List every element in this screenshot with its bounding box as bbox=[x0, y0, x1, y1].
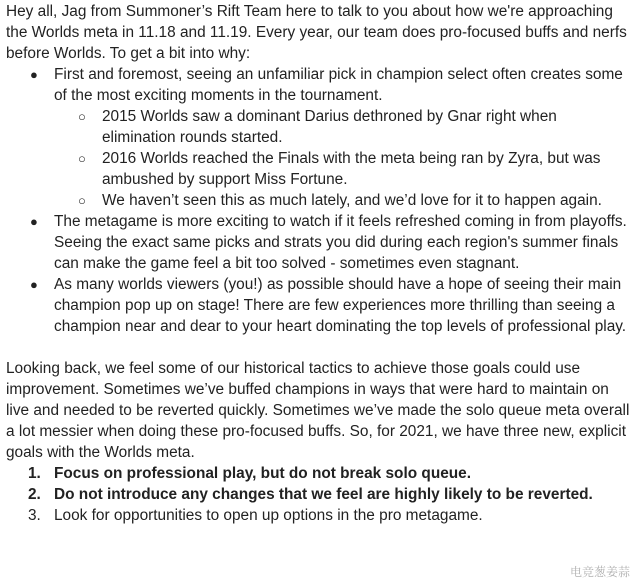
document-body bbox=[6, 1, 632, 526]
list-number: 3. bbox=[28, 507, 41, 524]
list-item-text: Focus on professional play, but do not break solo queue. bbox=[54, 465, 472, 482]
list-item-text: As many worlds viewers (you!) as possible should have a hope of seeing their main champion pop up on stage! There are few experiences more thrilling than seeing a champion near and dear to your heart dominating the top levels of professional play. bbox=[54, 276, 627, 335]
list-item bbox=[6, 463, 632, 484]
list-item-text: Do not introduce any changes that we feel are highly likely to be reverted. bbox=[54, 486, 593, 503]
list-item-text: First and foremost, seeing an unfamiliar pick in champion select often creates some of the most exciting moments in the tournament. bbox=[54, 66, 623, 104]
list-item-text: Look for opportunities to open up options in the pro metagame. bbox=[54, 507, 483, 524]
looking-back-paragraph: Looking back, we feel some of our historical tactics to achieve those goals could use improvement. Sometimes we’ve buffed champions in ways that were hard to maintain on live and needed to be reverted quickly. Sometimes we’ve made the solo queue meta overall a lot messier when doing these pro-focused buffs. So, for 2021, we have three new, explicit goals with the Worlds meta. bbox=[6, 360, 630, 461]
list-item bbox=[6, 274, 632, 337]
list-item-text: We haven’t seen this as much lately, and we’d love for it to happen again. bbox=[102, 192, 602, 209]
hollow-bullet-icon: ○ bbox=[78, 193, 86, 208]
hollow-bullet-icon: ○ bbox=[78, 109, 86, 124]
reasons-list bbox=[6, 64, 632, 337]
intro-paragraph: Hey all, Jag from Summoner’s Rift Team here to talk to you about how we're approaching the Worlds meta in 11.18 and 11.19. Every year, our team does pro-focused buffs and nerfs before Worlds. To get a bit into why: bbox=[6, 3, 627, 62]
list-item-text: 2015 Worlds saw a dominant Darius dethroned by Gnar right when elimination rounds started. bbox=[102, 108, 557, 146]
examples-list bbox=[54, 106, 632, 211]
list-number: 1. bbox=[28, 465, 41, 482]
list-number: 2. bbox=[28, 486, 41, 503]
hollow-bullet-icon: ○ bbox=[78, 151, 86, 166]
list-item bbox=[6, 106, 632, 148]
list-item bbox=[6, 484, 632, 505]
bullet-icon: ● bbox=[30, 67, 38, 82]
list-item-text: The metagame is more exciting to watch if it feels refreshed coming in from playoffs. Seeing the exact same picks and strats you did during each region's summer finals can make the game feel a bit too solved - sometimes even stagnant. bbox=[54, 213, 627, 272]
list-item bbox=[6, 64, 632, 211]
bullet-icon: ● bbox=[30, 214, 38, 229]
goals-list bbox=[6, 463, 632, 526]
watermark: 电竞葱姜蒜 bbox=[569, 565, 630, 579]
bullet-icon: ● bbox=[30, 277, 38, 292]
list-item bbox=[6, 211, 632, 274]
list-item bbox=[6, 505, 632, 526]
paragraph-spacer bbox=[6, 337, 632, 358]
list-item bbox=[6, 148, 632, 190]
list-item-text: 2016 Worlds reached the Finals with the meta being ran by Zyra, but was ambushed by support Miss Fortune. bbox=[102, 150, 601, 188]
list-item bbox=[6, 190, 632, 211]
